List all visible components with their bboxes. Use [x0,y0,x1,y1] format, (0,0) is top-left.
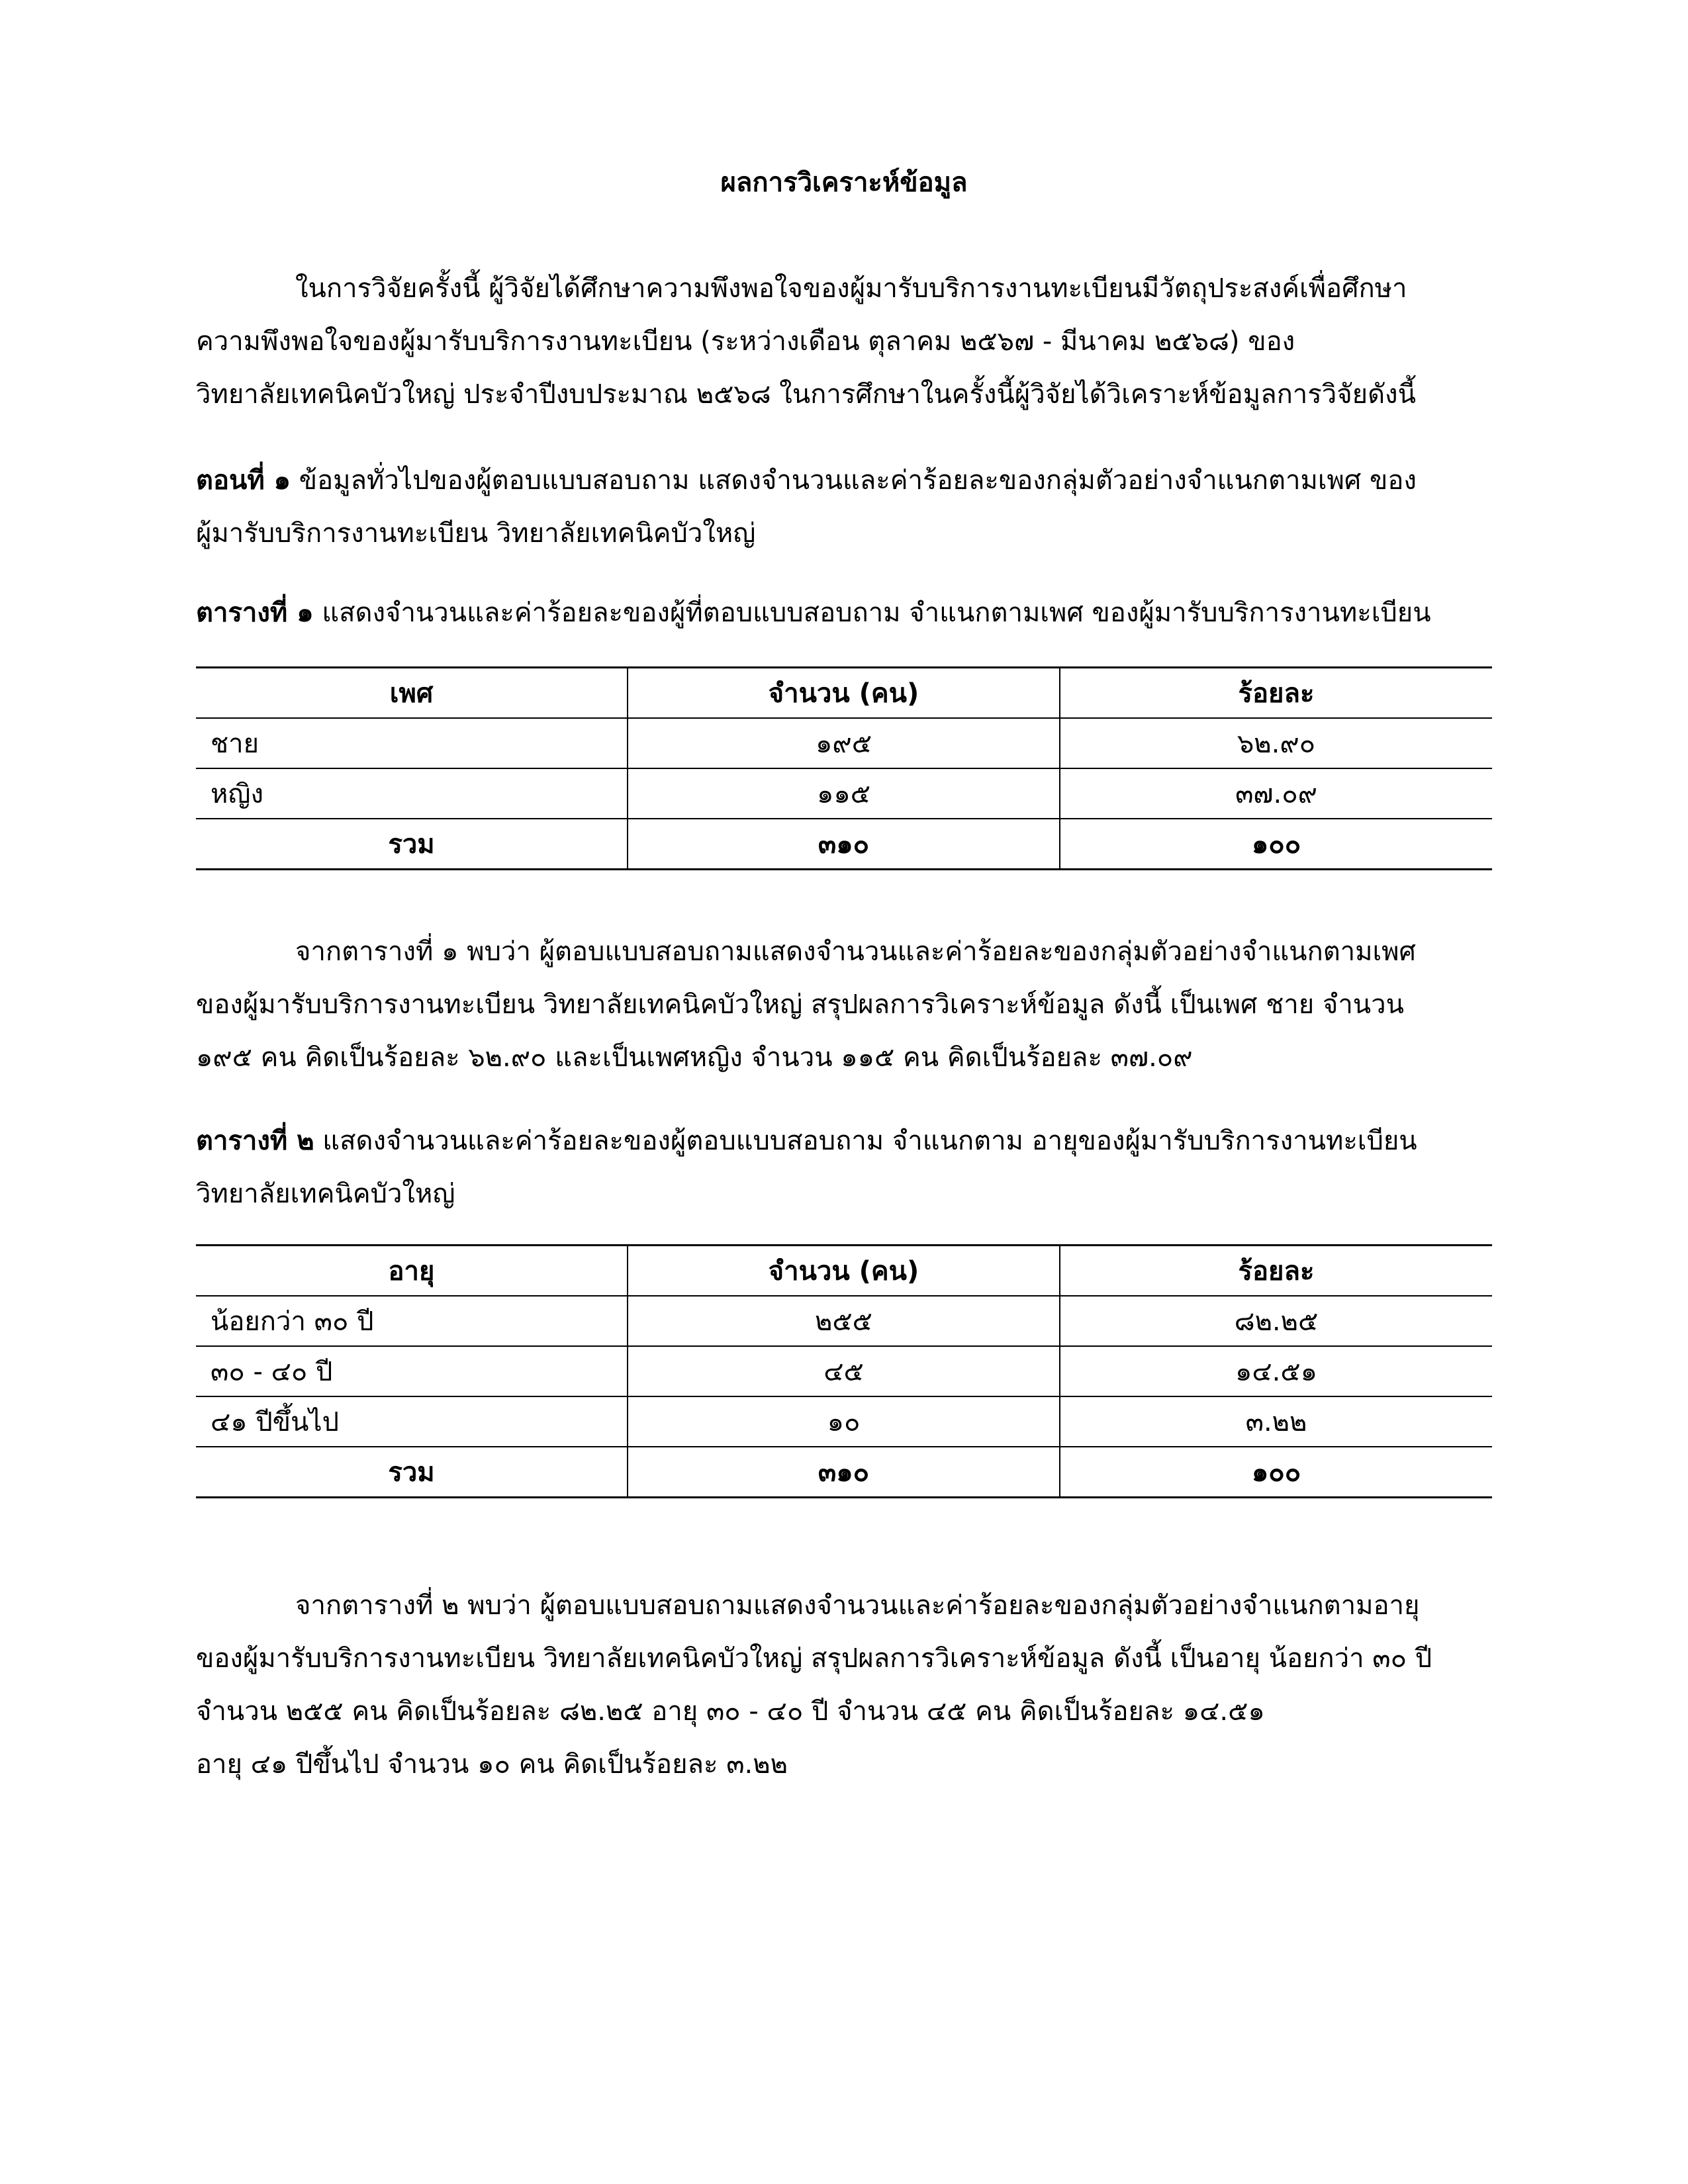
table-row [196,768,1492,819]
table2-caption-line-2: วิทยาลัยเทคนิคบัวใหญ่ [196,1179,455,1209]
header-count: จำนวน (คน) [628,668,1060,719]
table-row [196,1396,1492,1447]
summary2-line-1: จากตารางที่ ๒ พบว่า ผู้ตอบแบบสอบถามแสดงจำนวนและค่าร้อยละของกลุ่มตัวอย่างจำแนกตามอายุ [295,1590,1420,1621]
table-row [196,1346,1492,1396]
summary1-line-2: ของผู้มารับบริการงานทะเบียน วิทยาลัยเทคนิคบัวใหญ่ สรุปผลการวิเคราะห์ข้อมูล ดังนี้ เป็นเพศ ชาย จำนวน [196,989,1404,1020]
part1-line-1 [196,454,1493,507]
table-header-row [196,1246,1492,1297]
row-label: ๔๑ ปีขึ้นไป [196,1396,628,1447]
table1-caption-label: ตารางที่ ๑ [196,598,314,628]
row-count: ๒๕๕ [628,1296,1060,1346]
intro-line-1: ในการวิจัยครั้งนี้ ผู้วิจัยได้ศึกษาความพึงพอใจของผู้มารับบริการงานทะเบียนมีวัตถุประสงค์เพื่อศึกษา [295,273,1407,304]
row-percent: ๓๗.๐๙ [1060,768,1492,819]
total-label: รวม [196,819,628,870]
table1-caption-line [196,586,1493,639]
row-label: ๓๐ - ๔๐ ปี [196,1346,628,1396]
row-label: ชาย [196,718,628,768]
total-count: ๓๑๐ [628,1447,1060,1498]
table2-caption-label: ตารางที่ ๒ [196,1126,314,1156]
intro-line-2: ความพึงพอใจของผู้มารับบริการงานทะเบียน (ระหว่างเดือน ตุลาคม ๒๕๖๗ - มีนาคม ๒๕๖๘) ของ [196,326,1295,357]
summary2-line-2: ของผู้มารับบริการงานทะเบียน วิทยาลัยเทคนิคบัวใหญ่ สรุปผลการวิเคราะห์ข้อมูล ดังนี้ เป็นอายุ น้อยกว่า ๓๐ ปี [196,1643,1432,1674]
row-label: หญิง [196,768,628,819]
row-count: ๑๐ [628,1396,1060,1447]
gender-table [196,666,1492,870]
table2-caption-text: แสดงจำนวนและค่าร้อยละของผู้ตอบแบบสอบถาม จำแนกตาม อายุของผู้มารับบริการงานทะเบียน [314,1126,1417,1156]
summary2-line-4: อายุ ๔๑ ปีขึ้นไป จำนวน ๑๐ คน คิดเป็นร้อยละ ๓.๒๒ [196,1749,788,1780]
total-percent: ๑๐๐ [1060,1447,1492,1498]
row-count: ๑๑๕ [628,768,1060,819]
table-header-row [196,668,1492,719]
row-count: ๔๕ [628,1346,1060,1396]
page-title: ผลการวิเคราะห์ข้อมูล [720,167,968,198]
row-label: น้อยกว่า ๓๐ ปี [196,1296,628,1346]
row-percent: ๖๒.๙๐ [1060,718,1492,768]
header-gender: เพศ [196,668,628,719]
header-percent: ร้อยละ [1060,668,1492,719]
row-percent: ๑๔.๕๑ [1060,1346,1492,1396]
total-percent: ๑๐๐ [1060,819,1492,870]
part1-text: ข้อมูลทั่วไปของผู้ตอบแบบสอบถาม แสดงจำนวนและค่าร้อยละของกลุ่มตัวอย่างจำแนกตามเพศ ของ [291,465,1417,496]
row-percent: ๘๒.๒๕ [1060,1296,1492,1346]
table-row [196,718,1492,768]
summary2-line-3: จำนวน ๒๕๕ คน คิดเป็นร้อยละ ๘๒.๒๕ อายุ ๓๐ - ๔๐ ปี จำนวน ๔๕ คน คิดเป็นร้อยละ ๑๔.๕๑ [196,1696,1265,1727]
age-table [196,1244,1492,1498]
total-label: รวม [196,1447,628,1498]
intro-paragraph [196,262,1493,421]
summary1-line-1: จากตารางที่ ๑ พบว่า ผู้ตอบแบบสอบถามแสดงจำนวนและค่าร้อยละของกลุ่มตัวอย่างจำแนกตามเพศ [295,936,1416,967]
intro-line-3: วิทยาลัยเทคนิคบัวใหญ่ ประจำปีงบประมาณ ๒๕๖๘ ในการศึกษาในครั้งนี้ผู้วิจัยได้วิเคราะห์ข้อมูลการวิจัยดังนี้ [196,379,1416,410]
table2-caption [196,1115,1493,1220]
part1-line-2: ผู้มารับบริการงานทะเบียน วิทยาลัยเทคนิคบัวใหญ่ [196,518,756,549]
summary2-paragraph [196,1579,1493,1791]
table1-caption-text: แสดงจำนวนและค่าร้อยละของผู้ที่ตอบแบบสอบถาม จำแนกตามเพศ ของผู้มารับบริการงานทะเบียน [313,598,1431,628]
header-percent: ร้อยละ [1060,1246,1492,1297]
header-count: จำนวน (คน) [628,1246,1060,1297]
summary1-paragraph [196,925,1493,1084]
row-count: ๑๙๕ [628,718,1060,768]
table2-caption-line-1 [196,1115,1493,1167]
header-age: อายุ [196,1246,628,1297]
part1-paragraph [196,454,1493,560]
part1-label: ตอนที่ ๑ [196,465,291,496]
table-total-row [196,1447,1492,1498]
summary1-line-3: ๑๙๕ คน คิดเป็นร้อยละ ๖๒.๙๐ และเป็นเพศหญิง จำนวน ๑๑๕ คน คิดเป็นร้อยละ ๓๗.๐๙ [196,1042,1193,1073]
table-total-row [196,819,1492,870]
total-count: ๓๑๐ [628,819,1060,870]
table-row [196,1296,1492,1346]
table1-caption [196,586,1493,639]
row-percent: ๓.๒๒ [1060,1396,1492,1447]
